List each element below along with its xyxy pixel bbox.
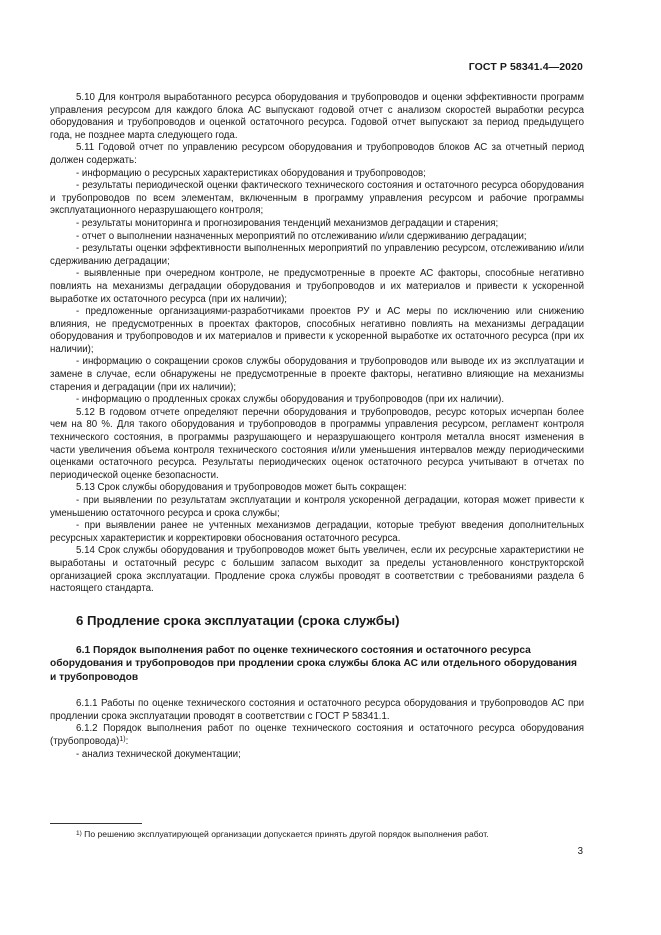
paragraph-5-11: 5.11 Годовой отчет по управлению ресурсом оборудования и трубопроводов блоков АС за отчетный период должен содержать: <box>50 142 584 166</box>
list-item: - результаты оценки эффективности выполненных мероприятий по управлению ресурсом, отслеживанию и/или сдерживанию деградации; <box>50 243 584 267</box>
paragraph-6-1-1: 6.1.1 Работы по оценке технического состояния и остаточного ресурса оборудования и трубопроводов АС при продлении срока эксплуатации проводят в соответствии с ГОСТ Р 58341.1. <box>50 698 584 722</box>
list-item: - при выявлении по результатам эксплуатации и контроля ускоренной деградации, которая может привести к уменьшению остаточного ресурса и срока службы; <box>50 495 584 519</box>
document-header: ГОСТ Р 58341.4—2020 <box>468 61 583 73</box>
paragraph-6-1-2-text: 6.1.2 Порядок выполнения работ по оценке технического состояния и остаточного ресурса оборудования (трубопровода) <box>50 723 584 748</box>
section-6-heading: 6 Продление срока эксплуатации (срока службы) <box>76 612 400 628</box>
list-item: - анализ технической документации; <box>76 748 241 760</box>
list-item: - результаты мониторинга и прогнозирования тенденций механизмов деградации и старения; <box>76 217 499 229</box>
list-item: - при выявлении ранее не учтенных механизмов деградации, которые требуют введения дополнительных ресурсных характеристик и корректировки обоснования остаточного ресурса. <box>50 520 584 544</box>
list-item: - выявленные при очередном контроле, не предусмотренные в проекте АС факторы, способные негативно повлиять на механизмы деградации оборудования и трубопроводов и их материалов и привести к ускоренной выработке их остаточного ресурса (при их наличии); <box>50 268 584 305</box>
list-item: - информацию о сокращении сроков службы оборудования и трубопроводов или выводе их из эксплуатации и замене в случае, если обнаружены не предусмотренные в проекте факторы, негативно влияющие на механизмы старения и деградации (при их наличии); <box>50 356 584 393</box>
paragraph-5-14: 5.14 Срок службы оборудования и трубопроводов может быть увеличен, если их ресурсные характеристики не выработаны и остаточный ресурс с большим запасом выходит за пределы установленного конструкторской организацией срока эксплуатации. Продление срока службы проводят в соответствии с требованиями раздела 6 настоящего стандарта. <box>50 545 584 595</box>
footnote-text: По решению эксплуатирующей организации допускается принять другой порядок выполнения работ. <box>84 829 489 839</box>
subsection-6-1-heading: 6.1 Порядок выполнения работ по оценке технического состояния и остаточного ресурса оборудования и трубопроводов при продлении срока службы блока АС или отдельного оборудования и трубопроводов <box>50 644 577 683</box>
footnote-divider <box>50 823 142 824</box>
list-item: - предложенные организациями-разработчиками проектов РУ и АС меры по исключению или снижению влияния, не предусмотренных в проектах факторов, способных негативно повлиять на механизмы деградации оборудования и трубопроводов и их материалов и привести к ускоренной выработке их остаточного ресурса (при их наличии); <box>50 306 584 355</box>
list-item: - информацию о продленных сроках службы оборудования и трубопроводов (при их наличии). <box>76 394 505 406</box>
list-item: - результаты периодической оценки фактического технического состояния и остаточного ресурса оборудования и трубопроводов по всем элементам, включенным в программу управления ресурсом и рабочие программы эксплуатационного неразрушающего контроля; <box>50 180 584 217</box>
page-number: 3 <box>577 846 583 857</box>
footnote <box>76 829 596 840</box>
paragraph-6-1-2 <box>50 723 584 748</box>
paragraph-5-13: 5.13 Срок службы оборудования и трубопроводов может быть сокращен: <box>76 482 407 494</box>
paragraph-6-1-2-tail: : <box>125 736 129 748</box>
paragraph-5-10: 5.10 Для контроля выработанного ресурса оборудования и трубопроводов и оценки эффективности программ управления ресурсом для каждого блока АС выпускают годовой отчет с анализом скоростей выработки ресурса оборудования и трубопроводов и оценкой остаточного ресурса. Годовой отчет выпускают за период предыдущего года, не позднее марта следующего года. <box>50 92 584 141</box>
list-item: - информацию о ресурсных характеристиках оборудования и трубопроводов; <box>76 167 426 179</box>
list-item: - отчет о выполнении назначенных мероприятий по отслеживанию и/или сдерживанию деградации; <box>76 230 527 242</box>
footnote-marker: 1) <box>76 830 82 837</box>
document-body <box>50 92 584 761</box>
footnote-reference[interactable]: 1) <box>119 736 126 744</box>
paragraph-5-12: 5.12 В годовом отчете определяют перечни оборудования и трубопроводов, ресурс которых исчерпан более чем на 80 %. Для такого оборудования и трубопроводов в программы управления ресурсом, регламент контроля технического состояния, в программы разрушающего и неразрушающего контроля металла вносят изменения в части увеличения объема контроля технического состояния и/или уменьшения интервалов между периодическими оценками остаточного ресурса. Результаты периодических оценок остаточного ресурса учитывают в отчетах по периодической оценке безопасности. <box>50 406 584 481</box>
